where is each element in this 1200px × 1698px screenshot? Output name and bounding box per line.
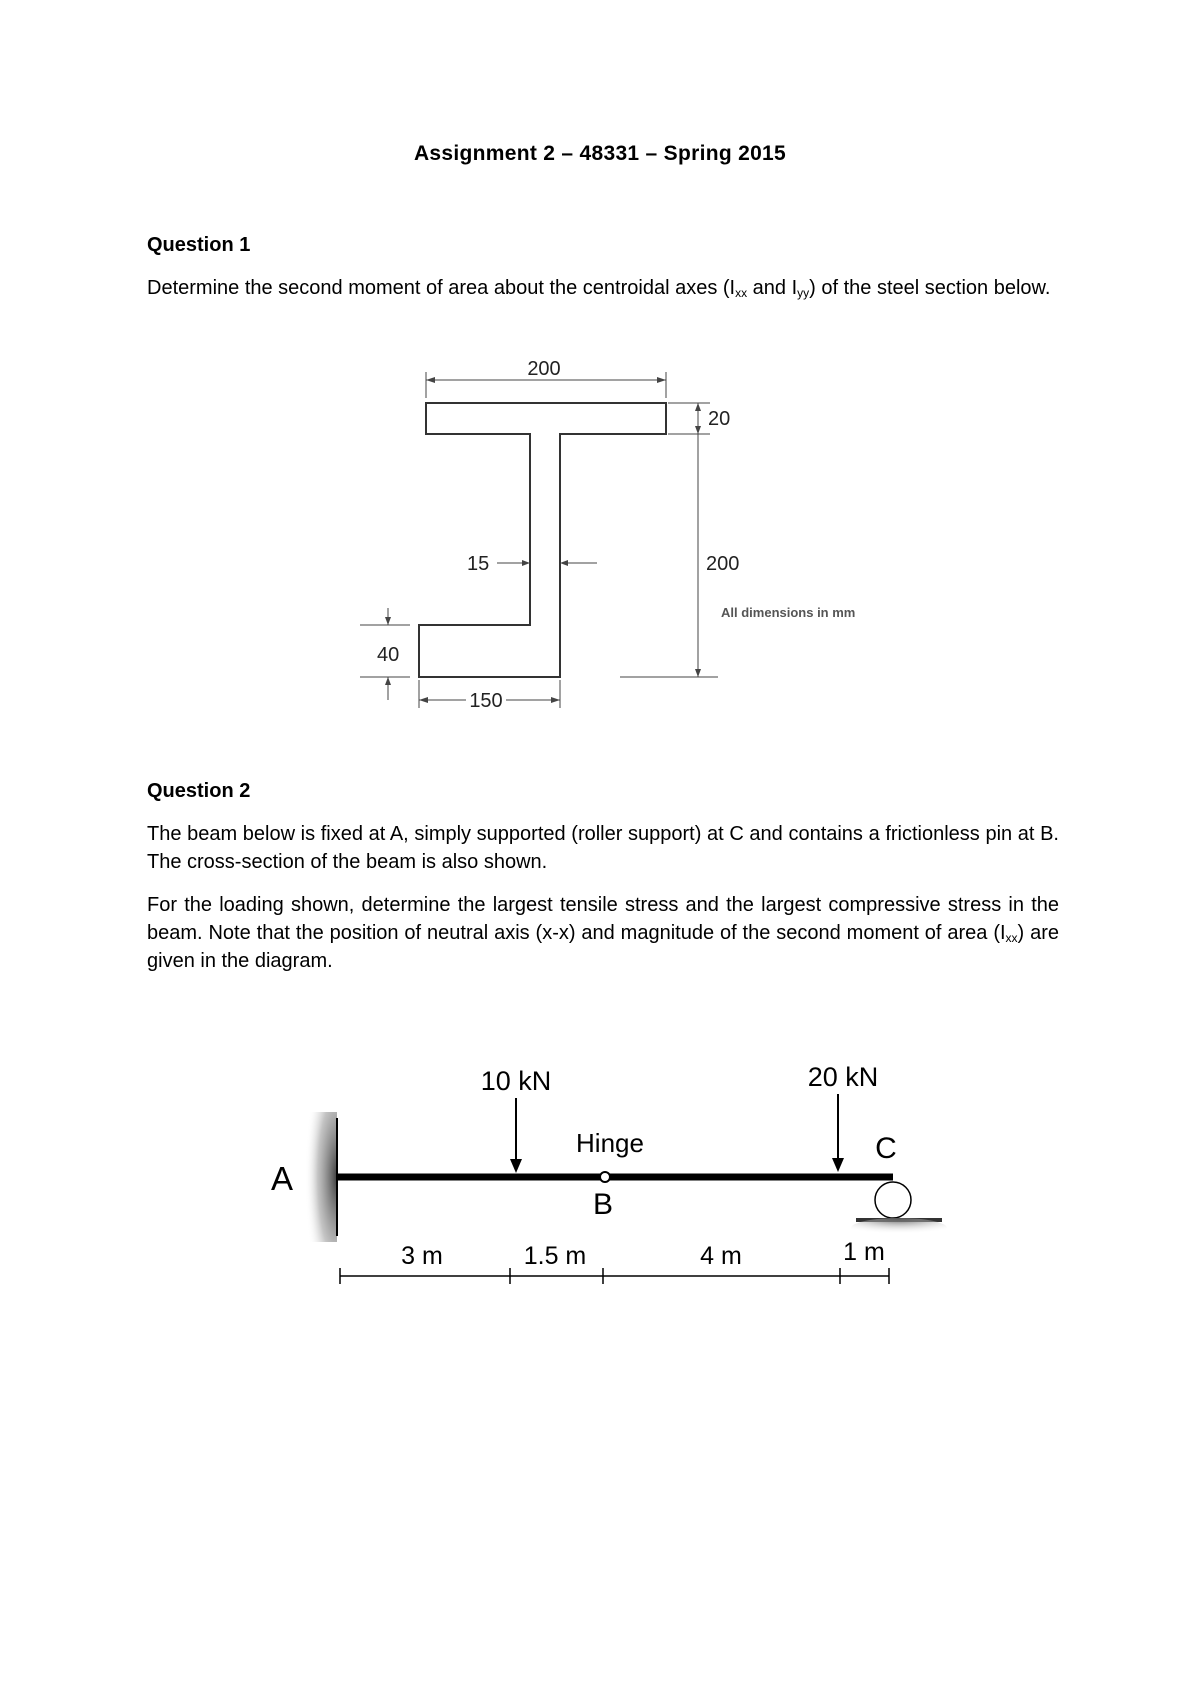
- label-c: C: [875, 1132, 897, 1165]
- label-a: A: [270, 1160, 294, 1197]
- span-3m: 3 m: [401, 1242, 443, 1270]
- section-outline: [419, 403, 666, 677]
- q1-subscript-yy: yy: [797, 286, 810, 300]
- steel-section-figure: [0, 0, 1200, 730]
- q2-subscript-xx: xx: [1005, 931, 1018, 945]
- hinge-pin: [600, 1172, 610, 1182]
- q2-text-before: For the loading shown, determine the largest tensile stress and the largest compressive stress in the beam. Note that the position of neutral axis (x-x) and magnitude of the second moment of area (I: [147, 894, 1059, 944]
- dimensions-note: All dimensions in mm: [721, 605, 856, 620]
- q1-text-mid: and I: [747, 277, 798, 299]
- beam-figure: [0, 1040, 1200, 1300]
- q2-text-after: ) are given in the diagram.: [147, 922, 1059, 972]
- dim-height: 200: [706, 553, 740, 575]
- dim-top-width: 200: [527, 358, 561, 380]
- q1-subscript-xx: xx: [735, 286, 748, 300]
- dim-top-flange: 20: [708, 408, 731, 430]
- question-2-paragraph-2: [147, 891, 1059, 975]
- dim-web-thickness: 15: [467, 553, 490, 575]
- fixed-support-wall: [305, 1112, 337, 1242]
- span-1m: 1 m: [843, 1238, 885, 1266]
- dim-bottom-flange: 40: [377, 644, 400, 666]
- dim-bottom-width: 150: [469, 690, 503, 712]
- question-2-heading: Question 2: [147, 780, 251, 802]
- load-20kn-label: 20 kN: [807, 1062, 879, 1092]
- span-4m: 4 m: [700, 1242, 742, 1270]
- q1-text-after: ) of the steel section below.: [809, 277, 1051, 299]
- document-title: Assignment 2 – 48331 – Spring 2015: [413, 142, 787, 165]
- roller-support: [875, 1182, 911, 1218]
- question-1-heading: Question 1: [147, 234, 251, 256]
- question-2-paragraph-1: The beam below is fixed at A, simply supported (roller support) at C and contains a frictionless pin at B. The cross-section of the beam is also shown.: [147, 823, 1059, 873]
- hinge-label: Hinge: [576, 1128, 644, 1158]
- q1-text-before: Determine the second moment of area about the centroidal axes (I: [147, 277, 736, 299]
- span-1-5m: 1.5 m: [523, 1242, 587, 1270]
- label-b: B: [592, 1188, 614, 1221]
- load-10kn-label: 10 kN: [480, 1066, 552, 1096]
